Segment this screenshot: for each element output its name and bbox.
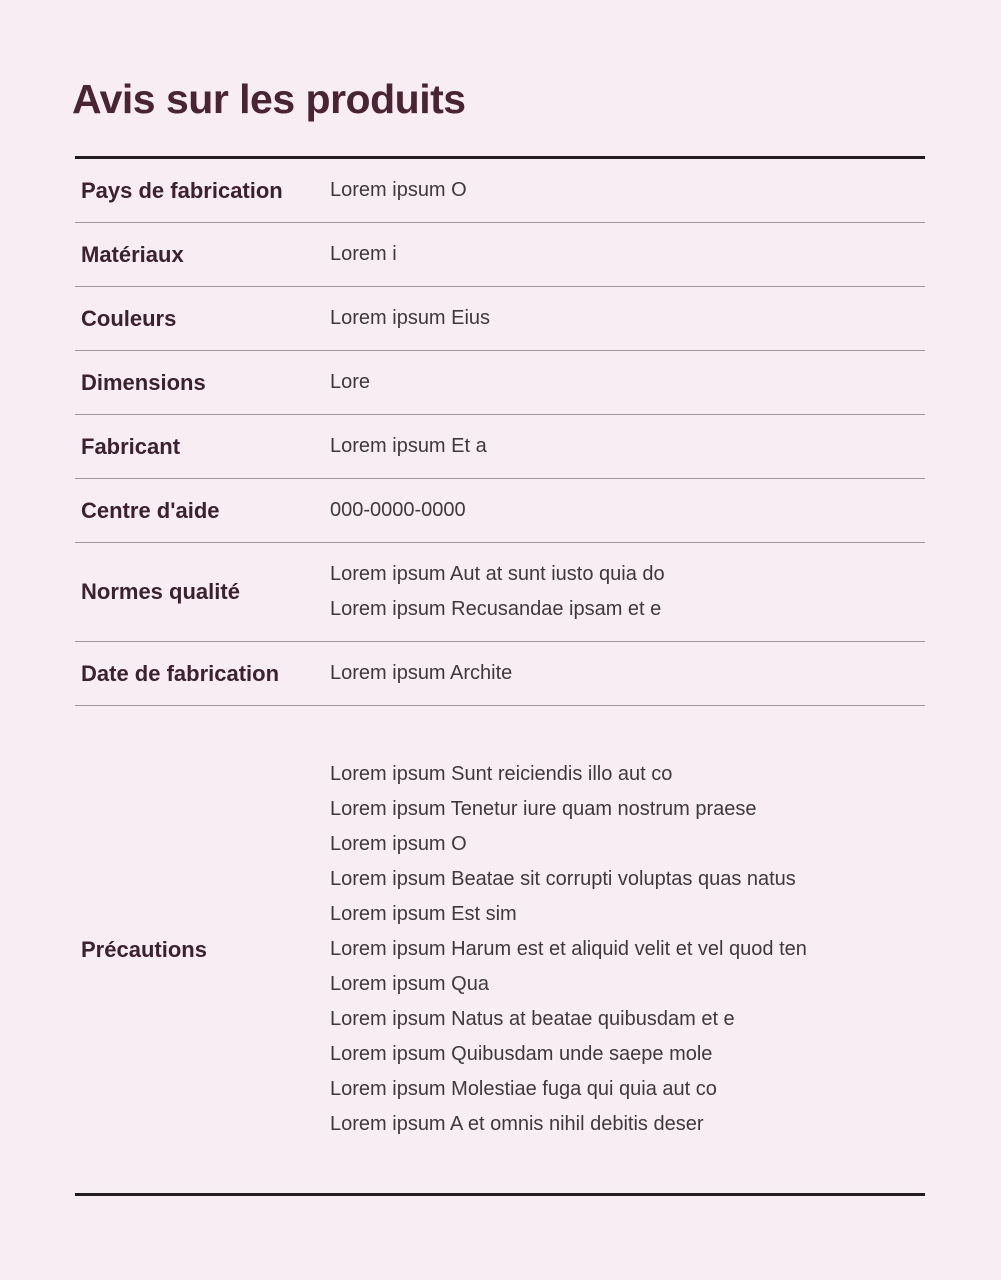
spec-row-values: [330, 557, 925, 627]
spec-row-values: [330, 237, 925, 272]
spec-row: [75, 351, 925, 415]
spec-row-label: Date de fabrication: [81, 660, 280, 686]
spec-row: [75, 223, 925, 287]
spec-value-line: Lorem ipsum Et a: [330, 435, 487, 457]
spec-row-values: [330, 173, 925, 208]
spec-value-line: Lorem i: [330, 243, 397, 265]
spec-row: [75, 479, 925, 543]
spec-value-line: Lorem ipsum Aut at sunt iusto quia do: [330, 563, 665, 585]
spec-row-label: Matériaux: [81, 241, 184, 267]
spec-value-line: Lorem ipsum O: [330, 179, 467, 201]
spec-row: [75, 543, 925, 642]
spec-value-line: Lorem ipsum Beatae sit corrupti voluptas quas natus: [330, 868, 796, 890]
spec-row-label: Pays de fabrication: [81, 177, 283, 203]
spec-value-line: Lore: [330, 371, 371, 393]
spec-row-label: Fabricant: [81, 433, 181, 459]
spec-row-values: [330, 757, 925, 1142]
spec-value-line: Lorem ipsum Archite: [330, 662, 513, 684]
spec-value-line: Lorem ipsum Sunt reiciendis illo aut co: [330, 763, 673, 785]
spec-value-line: Lorem ipsum Quibusdam unde saepe mole: [330, 1043, 713, 1065]
spec-value-line: Lorem ipsum Qua: [330, 973, 489, 995]
spec-row: [75, 415, 925, 479]
spec-row-label: Dimensions: [81, 369, 206, 395]
spec-value-line: 000-0000-0000: [330, 499, 466, 521]
spec-value-line: Lorem ipsum Natus at beatae quibusdam et e: [330, 1008, 735, 1030]
spec-row: [75, 642, 925, 706]
spec-value-line: Lorem ipsum A et omnis nihil debitis deser: [330, 1113, 704, 1135]
spec-row: [75, 706, 925, 1193]
spec-row: [75, 287, 925, 351]
content-area: [72, 0, 925, 1196]
spec-row-label: Normes qualité: [81, 579, 240, 604]
spec-row-label: Centre d'aide: [81, 497, 220, 523]
spec-value-line: Lorem ipsum Harum est et aliquid velit et vel quod ten: [330, 938, 807, 960]
spec-value-line: Lorem ipsum Tenetur iure quam nostrum praese: [330, 798, 757, 820]
spec-value-line: Lorem ipsum Eius: [330, 307, 491, 329]
spec-row-values: [330, 493, 925, 528]
spec-row-label: Précautions: [81, 936, 207, 962]
spec-row: [75, 159, 925, 223]
spec-row-label: Couleurs: [81, 305, 177, 331]
spec-value-line: Lorem ipsum O: [330, 833, 467, 855]
spec-row-values: [330, 301, 925, 336]
product-spec-table: [75, 156, 925, 1196]
spec-row-values: [330, 429, 925, 464]
spec-row-values: [330, 656, 925, 691]
spec-value-line: Lorem ipsum Molestiae fuga qui quia aut co: [330, 1078, 717, 1100]
spec-row-values: [330, 365, 925, 400]
spec-value-line: Lorem ipsum Recusandae ipsam et e: [330, 598, 662, 620]
spec-value-line: Lorem ipsum Est sim: [330, 903, 517, 925]
page-title: Avis sur les produits: [72, 76, 466, 122]
